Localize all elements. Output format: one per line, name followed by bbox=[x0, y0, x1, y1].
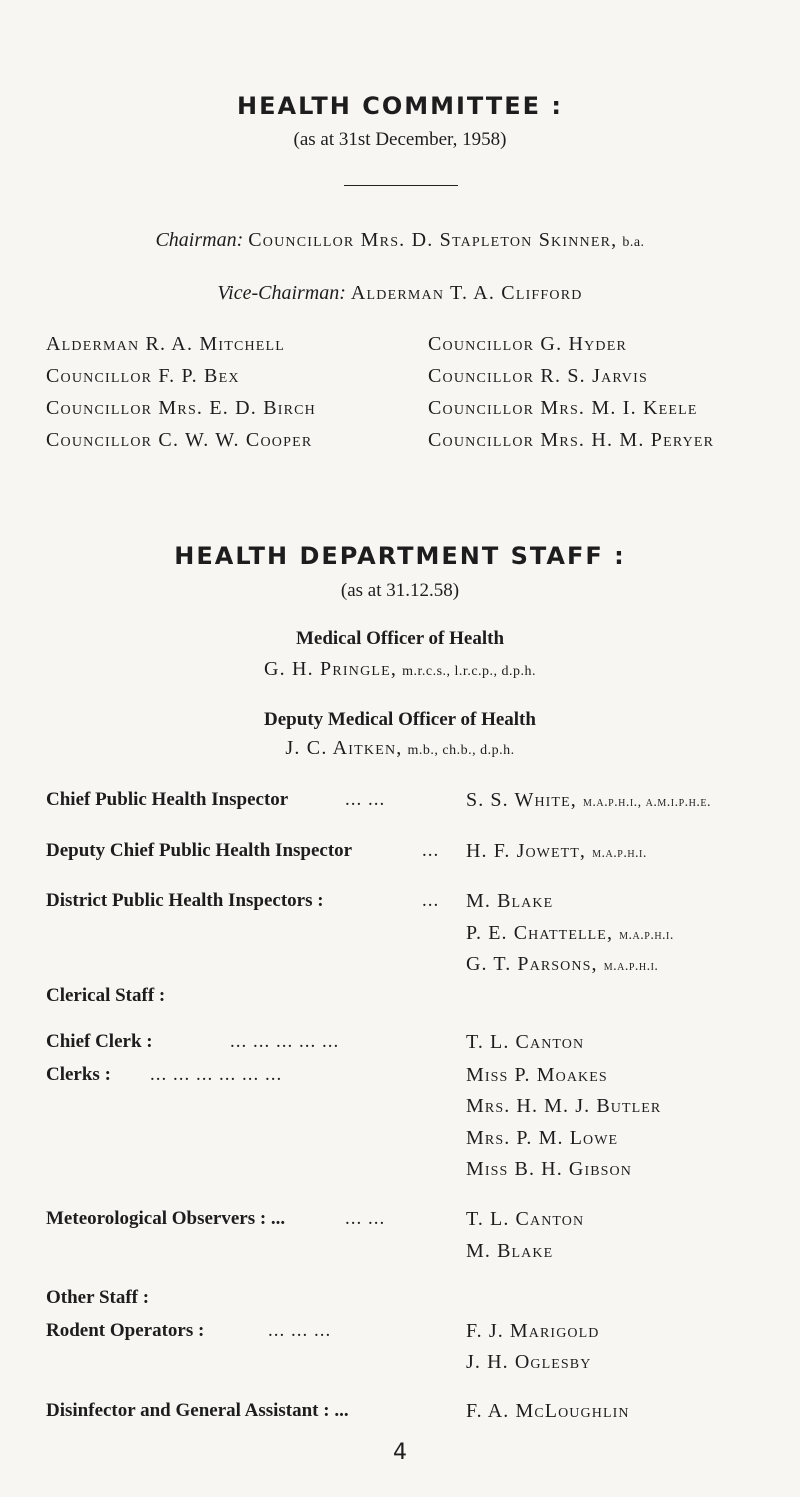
clerk-name-3: Mrs. P. M. Lowe bbox=[466, 1127, 619, 1149]
chairman-name: Councillor Mrs. D. Stapleton Skinner, bbox=[248, 229, 618, 251]
staff-date: (as at 31.12.58) bbox=[340, 580, 460, 601]
disinfector-label: Disinfector and General Assistant : ... bbox=[46, 1400, 349, 1421]
chief-phi-label: Chief Public Health Inspector bbox=[46, 789, 289, 810]
member-left-2: Councillor F. P. Bex bbox=[46, 365, 240, 387]
member-right-2: Councillor R. S. Jarvis bbox=[428, 365, 648, 387]
chief-phi-degrees: m.a.p.h.i., a.m.i.p.h.e. bbox=[582, 795, 712, 810]
chairman-label: Chairman: bbox=[155, 229, 244, 251]
deputy-phi-label: Deputy Chief Public Health Inspector bbox=[46, 840, 353, 861]
district-phi-label: District Public Health Inspectors : bbox=[46, 890, 324, 911]
moh-line bbox=[0, 658, 800, 681]
dmoh-name: J. C. Aitken, bbox=[285, 737, 403, 759]
dmoh-line bbox=[0, 737, 800, 760]
rodent-operators-label: Rodent Operators : bbox=[46, 1320, 205, 1341]
committee-date: (as at 31st December, 1958) bbox=[293, 129, 507, 150]
clerk-name-1: Miss P. Moakes bbox=[466, 1064, 608, 1086]
clerks-dots: ... ... ... ... ... ... bbox=[150, 1064, 283, 1085]
deputy-phi-degrees: m.a.p.h.i. bbox=[592, 846, 647, 861]
district-phi-degrees-3: m.a.p.h.i. bbox=[603, 959, 659, 974]
disinfector-name: F. A. McLoughlin bbox=[466, 1400, 630, 1422]
rodent-operators-dots: ... ... ... bbox=[268, 1320, 332, 1341]
committee-heading: HEALTH COMMITTEE : bbox=[237, 92, 563, 120]
member-left-1: Alderman R. A. Mitchell bbox=[46, 333, 286, 355]
district-phi-name-3: G. T. Parsons, bbox=[466, 953, 598, 975]
rodent-operator-name-1: F. J. Marigold bbox=[466, 1320, 600, 1342]
district-phi-name-2: P. E. Chattelle, bbox=[466, 922, 614, 944]
deputy-phi-name: H. F. Jowett, bbox=[466, 840, 587, 862]
district-phi-line-3 bbox=[466, 953, 658, 976]
dmoh-degrees: m.b., ch.b., d.p.h. bbox=[407, 743, 515, 758]
chief-phi-value bbox=[466, 789, 711, 812]
rodent-operator-name-2: J. H. Oglesby bbox=[466, 1351, 592, 1373]
chief-phi-name: S. S. White, bbox=[466, 789, 577, 811]
member-right-1: Councillor G. Hyder bbox=[428, 333, 628, 355]
staff-heading: HEALTH DEPARTMENT STAFF : bbox=[174, 542, 626, 570]
other-staff-label: Other Staff : bbox=[46, 1287, 150, 1308]
chief-clerk-name: T. L. Canton bbox=[466, 1031, 585, 1053]
district-phi-dots: ... bbox=[422, 890, 440, 911]
met-observer-name-1: T. L. Canton bbox=[466, 1208, 585, 1230]
divider bbox=[344, 185, 458, 186]
clerk-name-4: Miss B. H. Gibson bbox=[466, 1158, 632, 1180]
met-observers-dots: ... ... bbox=[345, 1208, 386, 1229]
chairman-line bbox=[0, 229, 800, 252]
vice-chairman-line bbox=[0, 282, 800, 305]
vice-chairman-label: Vice-Chairman: bbox=[217, 282, 346, 304]
moh-degrees: m.r.c.s., l.r.c.p., d.p.h. bbox=[402, 664, 537, 679]
page-number: 4 bbox=[393, 1440, 407, 1465]
district-phi-line-2 bbox=[466, 922, 674, 945]
district-phi-degrees-2: m.a.p.h.i. bbox=[619, 928, 674, 943]
member-left-3: Councillor Mrs. E. D. Birch bbox=[46, 397, 316, 419]
vice-chairman-name: Alderman T. A. Clifford bbox=[350, 282, 583, 304]
dmoh-title: Deputy Medical Officer of Health bbox=[264, 709, 536, 730]
clerical-staff-label: Clerical Staff : bbox=[46, 985, 166, 1006]
chairman-degree: b.a. bbox=[622, 235, 645, 250]
met-observers-label: Meteorological Observers : ... bbox=[46, 1208, 286, 1229]
member-right-4: Councillor Mrs. H. M. Peryer bbox=[428, 429, 715, 451]
deputy-phi-value bbox=[466, 840, 647, 863]
deputy-phi-dots: ... bbox=[422, 840, 440, 861]
district-phi-name-1: M. Blake bbox=[466, 890, 554, 912]
chief-clerk-label: Chief Clerk : bbox=[46, 1031, 153, 1052]
met-observer-name-2: M. Blake bbox=[466, 1240, 554, 1262]
moh-name: G. H. Pringle, bbox=[263, 658, 398, 680]
moh-title: Medical Officer of Health bbox=[295, 628, 505, 649]
chief-phi-dots: ... ... bbox=[345, 789, 386, 810]
chief-clerk-dots: ... ... ... ... ... bbox=[230, 1031, 340, 1052]
member-right-3: Councillor Mrs. M. I. Keele bbox=[428, 397, 698, 419]
clerk-name-2: Mrs. H. M. J. Butler bbox=[466, 1095, 662, 1117]
member-left-4: Councillor C. W. W. Cooper bbox=[46, 429, 313, 451]
clerks-label: Clerks : bbox=[46, 1064, 111, 1085]
